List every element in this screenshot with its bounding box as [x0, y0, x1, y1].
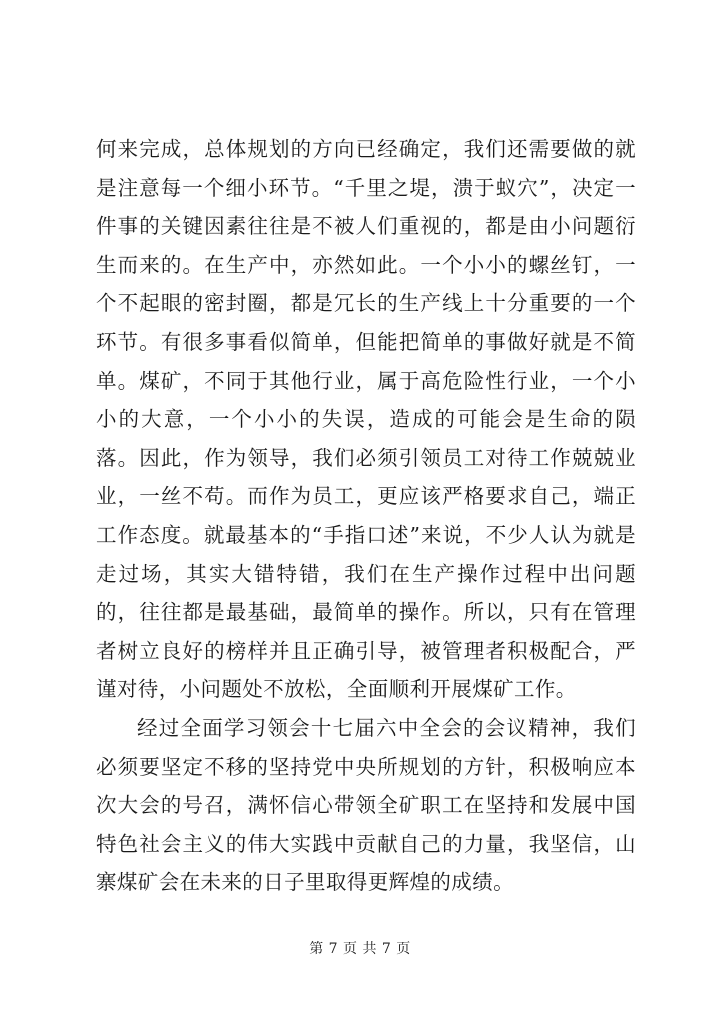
paragraph-continuation: 何来完成，总体规划的方向已经确定，我们还需要做的就是注意每一个细小环节。“千里之堤，溃于蚁穴”，决定一件事的关键因素往往是不被人们重视的，都是由小问题衍生而来的。在生产中，亦然如此。一个小小的螺丝钉，一个不起眼的密封圈，都是冗长的生产线上十分重要的一个环节。有很多事看似简单，但能把简单的事做好就是不简单。煤矿，不同于其他行业，属于高危险性行业，一个小小的大意，一个小小的失误，造成的可能会是生命的陨落。因此，作为领导，我们必须引领员工对待工作兢兢业业，一丝不苟。而作为员工，更应该严格要求自己，端正工作态度。就最基本的“手指口述”来说，不少人认为就是走过场，其实大错特错，我们在生产操作过程中出问题的，往往都是最基础，最简单的操作。所以，只有在管理者树立良好的榜样并且正确引导，被管理者积极配合，严谨对待，小问题处不放松，全面顺利开展煤矿工作。 — [96, 137, 636, 702]
page-footer: 第 7 页 共 7 页 — [309, 941, 411, 957]
paragraph-conclusion: 经过全面学习领会十七届六中全会的会议精神，我们必须要坚定不移的坚持党中央所规划的方针，积极响应本次大会的号召，满怀信心带领全矿职工在坚持和发展中国特色社会主义的伟大实践中贡献自己的力量，我坚信，山寨煤矿会在未来的日子里取得更辉煌的成绩。 — [96, 715, 636, 895]
document-body — [96, 130, 636, 902]
